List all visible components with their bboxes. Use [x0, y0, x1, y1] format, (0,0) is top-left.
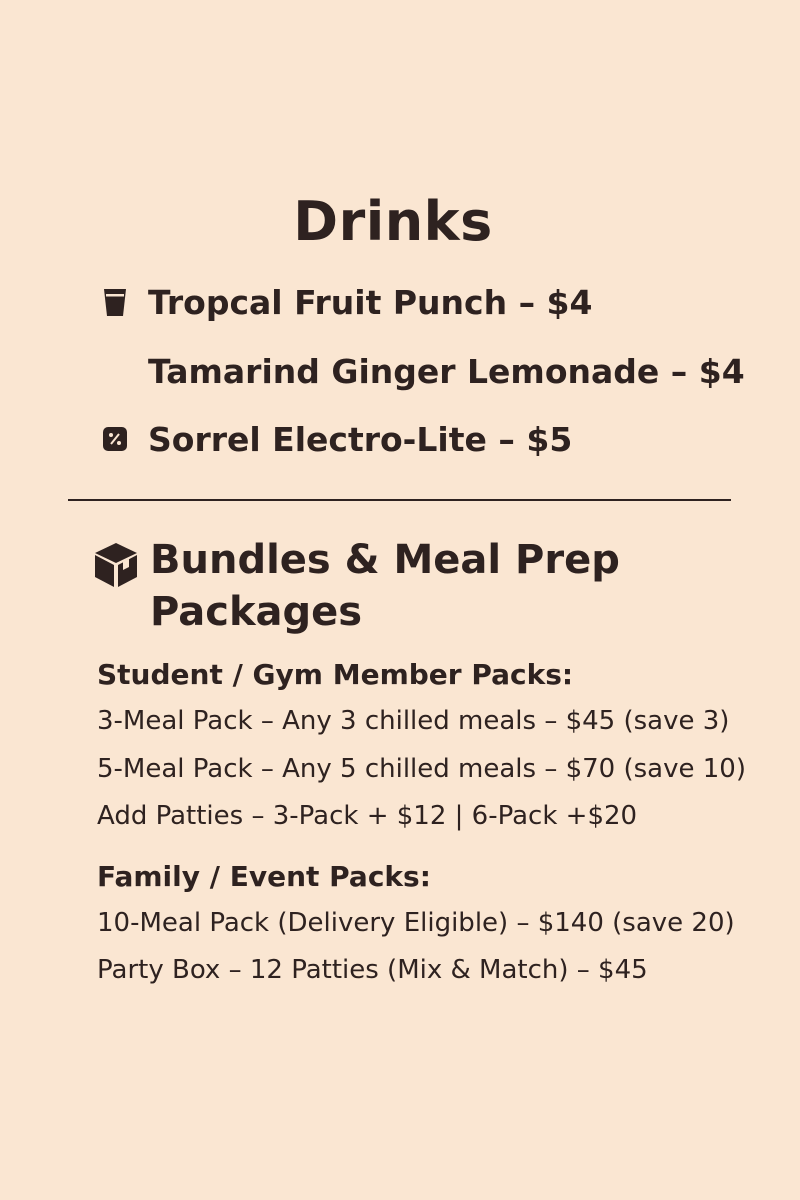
drinks-heading: Drinks	[293, 190, 493, 253]
bundles-heading: Bundles & Meal Prep Packages	[150, 537, 620, 635]
package-line: 5-Meal Pack – Any 5 chilled meals – $70 (save 10)	[97, 754, 746, 784]
student-gym-packs-heading: Student / Gym Member Packs:	[97, 658, 574, 691]
drink-item-sorrel-electro-lite	[100, 414, 572, 464]
package-line: Add Patties – 3-Pack + $12 | 6-Pack +$20	[97, 801, 638, 831]
blank-icon	[100, 354, 130, 388]
electrolyte-icon	[100, 422, 130, 456]
drink-item-tamarind-ginger-lemonade	[100, 346, 745, 396]
section-divider	[68, 499, 731, 501]
box-icon	[93, 541, 139, 589]
drink-item-tropical-fruit-punch	[100, 277, 593, 327]
package-line: 3-Meal Pack – Any 3 chilled meals – $45 (save 3)	[97, 706, 730, 736]
cup-icon	[100, 285, 130, 319]
package-line: 10-Meal Pack (Delivery Eligible) – $140 (save 20)	[97, 908, 735, 938]
drink-label: Tamarind Ginger Lemonade – $4	[148, 351, 745, 391]
package-line: Party Box – 12 Patties (Mix & Match) – $45	[97, 955, 648, 985]
drink-label: Tropcal Fruit Punch – $4	[148, 282, 593, 322]
drink-label: Sorrel Electro-Lite – $5	[148, 419, 573, 459]
family-event-packs-heading: Family / Event Packs:	[97, 860, 431, 893]
